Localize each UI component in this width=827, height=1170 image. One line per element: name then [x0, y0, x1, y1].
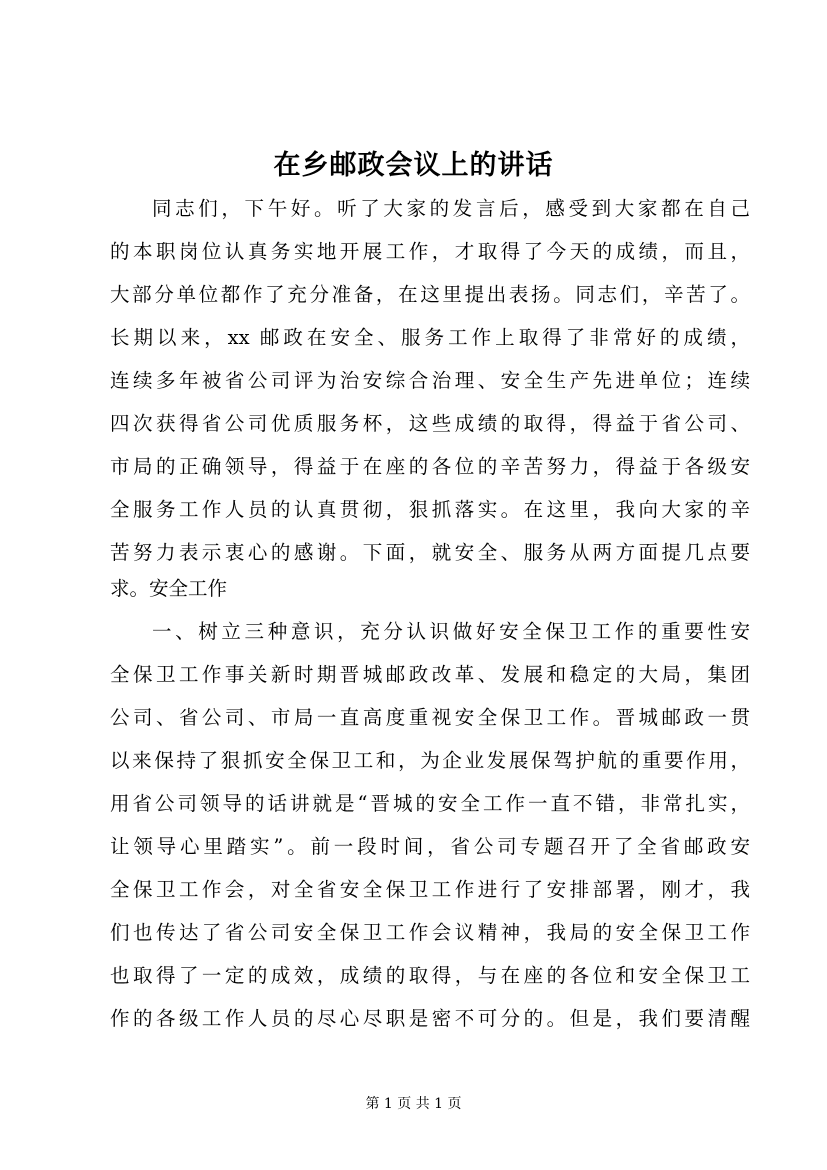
body-line: 全服务工作人员的认真贯彻，狠抓落实。在这里，我向大家的辛 [110, 498, 750, 521]
body-line: 让领导心里踏实”。前一段时间，省公司专题召开了全省邮政安 [110, 835, 750, 858]
body-line: 也取得了一定的成效，成绩的取得，与在座的各位和安全保卫工 [110, 964, 750, 987]
body-line: 连续多年被省公司评为治安综合治理、安全生产先进单位；连续 [110, 369, 750, 392]
body-line: 作的各级工作人员的尽心尽职是密不可分的。但是，我们要清醒 [110, 1007, 750, 1030]
body-line: 苦努力表示衷心的感谢。下面，就安全、服务从两方面提几点要 [110, 541, 750, 564]
body-line: 长期以来，xx 邮政在安全、服务工作上取得了非常好的成绩， [110, 326, 750, 349]
page-footer: 第 1 页 共 1 页 [365, 1096, 462, 1112]
body-line: 全保卫工作会，对全省安全保卫工作进行了安排部署，刚才，我 [110, 878, 750, 901]
body-line: 一、树立三种意识，充分认识做好安全保卫工作的重要性安 [152, 620, 750, 643]
body-line: 求。安全工作 [110, 577, 228, 600]
body-line: 四次获得省公司优质服务杯，这些成绩的取得，得益于省公司、 [110, 412, 750, 435]
body-line: 同志们，下午好。听了大家的发言后，感受到大家都在自己 [152, 197, 750, 220]
body-line: 以来保持了狠抓安全保卫工和，为企业发展保驾护航的重要作用， [110, 749, 750, 772]
body-line: 公司、省公司、市局一直高度重视安全保卫工作。晋城邮政一贯 [110, 706, 750, 729]
body-line: 的本职岗位认真务实地开展工作，才取得了今天的成绩，而且， [110, 240, 750, 263]
body-line: 全保卫工作事关新时期晋城邮政改革、发展和稳定的大局，集团 [110, 663, 750, 686]
body-line: 用省公司领导的话讲就是“晋城的安全工作一直不错，非常扎实， [110, 792, 750, 815]
body-line: 大部分单位都作了充分准备，在这里提出表扬。同志们，辛苦了。 [110, 283, 750, 306]
body-line: 们也传达了省公司安全保卫工作会议精神，我局的安全保卫工作 [110, 921, 750, 944]
page-title: 在乡邮政会议上的讲话 [273, 150, 554, 181]
body-line: 市局的正确领导，得益于在座的各位的辛苦努力，得益于各级安 [110, 455, 750, 478]
